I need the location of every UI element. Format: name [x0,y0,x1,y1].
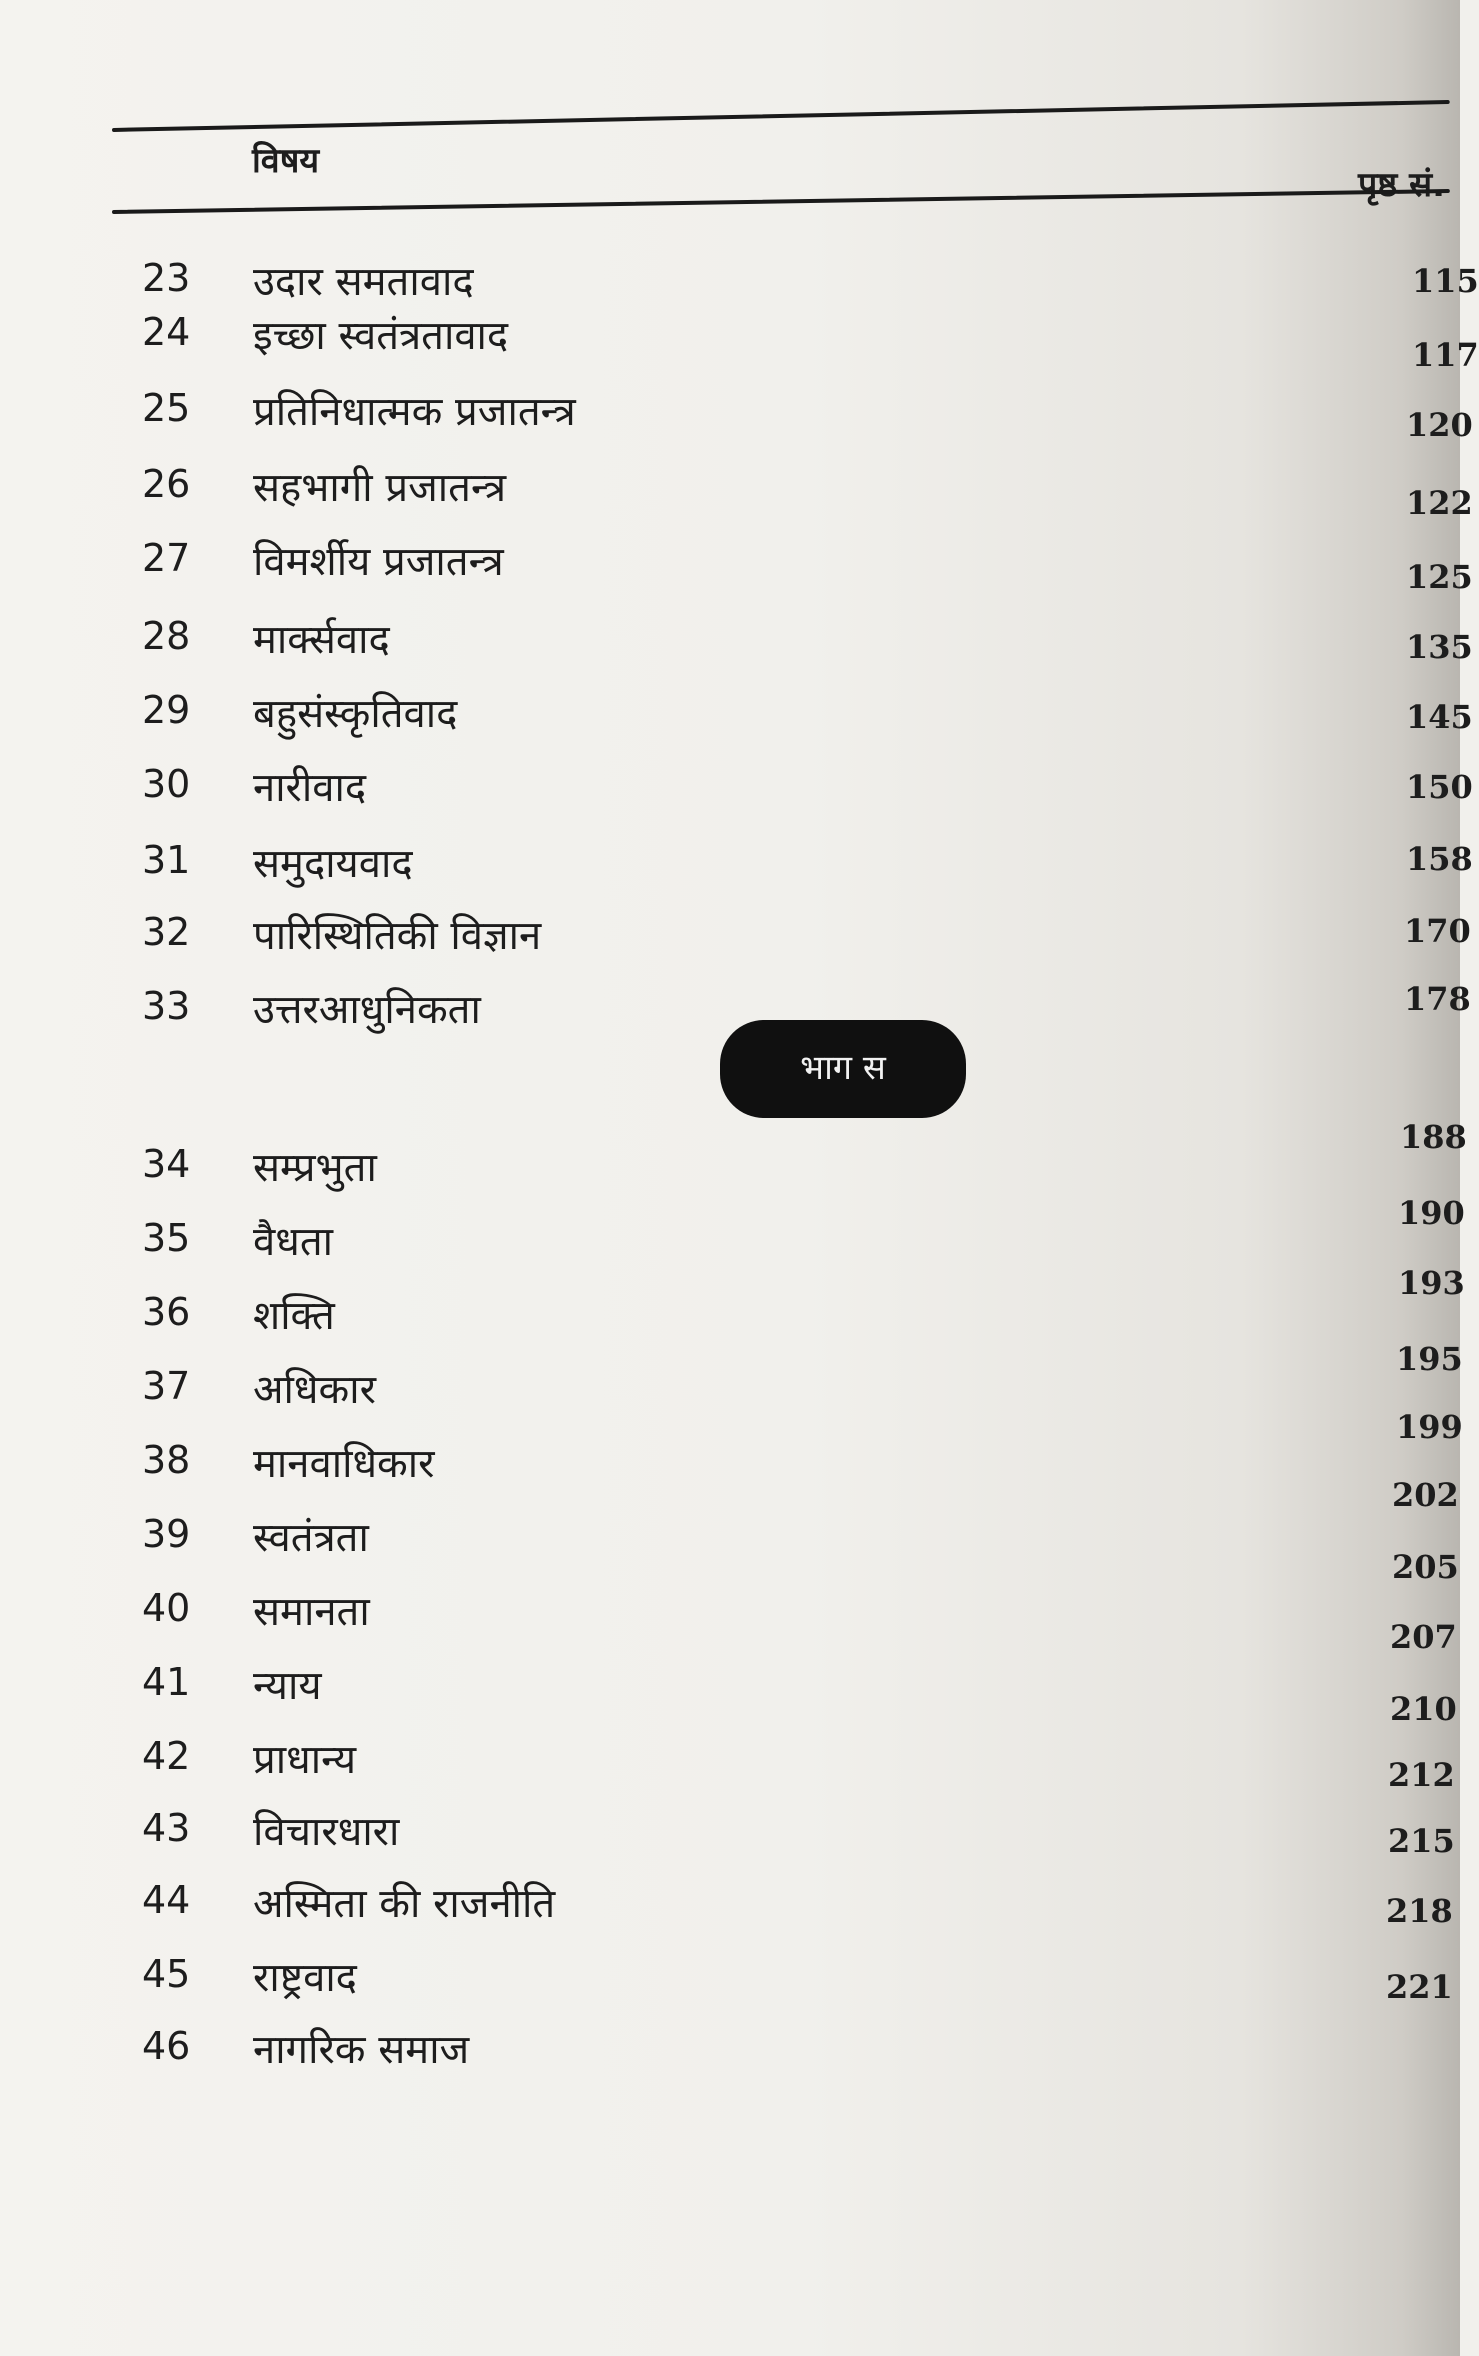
entry-number: 38 [142,1438,191,1482]
entry-title: अधिकार [253,1367,376,1413]
entry-number: 44 [142,1878,191,1922]
entry-title: नारीवाद [253,765,367,811]
entry-number: 32 [142,910,191,954]
header-top-rule [112,100,1450,132]
entry-number: 43 [142,1806,191,1850]
entry-title: बहुसंस्कृतिवाद [253,691,458,737]
entry-page-number: 207 [1390,1618,1457,1656]
entry-title: इच्छा स्वतंत्रतावाद [253,313,509,359]
entry-page-number: 212 [1388,1756,1455,1794]
entry-page-number: 190 [1398,1194,1465,1232]
entry-title: मार्क्सवाद [253,617,390,663]
entry-title: समुदायवाद [253,841,413,887]
entry-page-number: 188 [1400,1118,1467,1156]
entry-number: 26 [142,462,191,506]
entry-number: 27 [142,536,191,580]
entry-number: 29 [142,688,191,732]
section-label-pill: भाग स [720,1020,966,1118]
entry-page-number: 205 [1392,1548,1459,1586]
entry-page-number: 122 [1406,484,1473,522]
entry-number: 31 [142,838,191,882]
entry-page-number: 150 [1406,768,1473,806]
entry-number: 46 [142,2024,191,2068]
header-subject-label: विषय [252,141,320,181]
entry-title: उत्तरआधुनिकता [253,987,481,1033]
entry-title: प्रतिनिधात्मक प्रजातन्त्र [253,389,576,435]
entry-number: 40 [142,1586,191,1630]
entry-title: स्वतंत्रता [253,1515,369,1561]
entry-page-number: 202 [1392,1476,1459,1514]
entry-page-number: 158 [1406,840,1473,878]
entry-page-number: 145 [1406,698,1473,736]
entry-title: समानता [253,1589,370,1635]
entry-number: 34 [142,1142,191,1186]
entry-number: 42 [142,1734,191,1778]
entry-number: 35 [142,1216,191,1260]
entry-title: न्याय [253,1663,322,1709]
entry-title: नागरिक समाज [253,2027,470,2073]
entry-number: 41 [142,1660,191,1704]
entry-number: 33 [142,984,191,1028]
entry-number: 45 [142,1952,191,1996]
entry-title: शक्ति [253,1293,335,1339]
entry-title: प्राधान्य [253,1737,357,1783]
header-page-label: पृष्ठ सं. [1358,165,1446,205]
entry-page-number: 117 [1412,336,1479,374]
entry-title: उदार समतावाद [253,259,474,305]
entry-number: 24 [142,310,191,354]
entry-title: राष्ट्रवाद [253,1955,357,2001]
entry-title: सहभागी प्रजातन्त्र [253,465,507,511]
entry-page-number: 193 [1398,1264,1465,1302]
entry-page-number: 178 [1404,980,1471,1018]
entry-title: मानवाधिकार [253,1441,435,1487]
entry-page-number: 120 [1406,406,1473,444]
entry-number: 39 [142,1512,191,1556]
entry-title: सम्प्रभुता [253,1145,377,1191]
entry-number: 36 [142,1290,191,1334]
entry-page-number: 215 [1388,1822,1455,1860]
entry-title: विचारधारा [253,1809,400,1855]
entry-page-number: 218 [1386,1892,1453,1930]
entry-number: 37 [142,1364,191,1408]
entry-number: 30 [142,762,191,806]
entry-title: अस्मिता की राजनीति [253,1881,556,1927]
entry-title: विमर्शीय प्रजातन्त्र [253,539,504,585]
entry-page-number: 170 [1404,912,1471,950]
entry-page-number: 221 [1386,1968,1453,2006]
entry-page-number: 210 [1390,1690,1457,1728]
entry-title: पारिस्थितिकी विज्ञान [253,913,542,959]
entry-title: वैधता [253,1219,333,1265]
entry-number: 25 [142,386,191,430]
header-bottom-rule [112,189,1450,214]
entry-page-number: 199 [1396,1408,1463,1446]
entry-page-number: 125 [1406,558,1473,596]
entry-page-number: 115 [1412,262,1479,300]
entry-page-number: 135 [1406,628,1473,666]
entry-number: 28 [142,614,191,658]
entry-number: 23 [142,256,191,300]
entry-page-number: 195 [1396,1340,1463,1378]
